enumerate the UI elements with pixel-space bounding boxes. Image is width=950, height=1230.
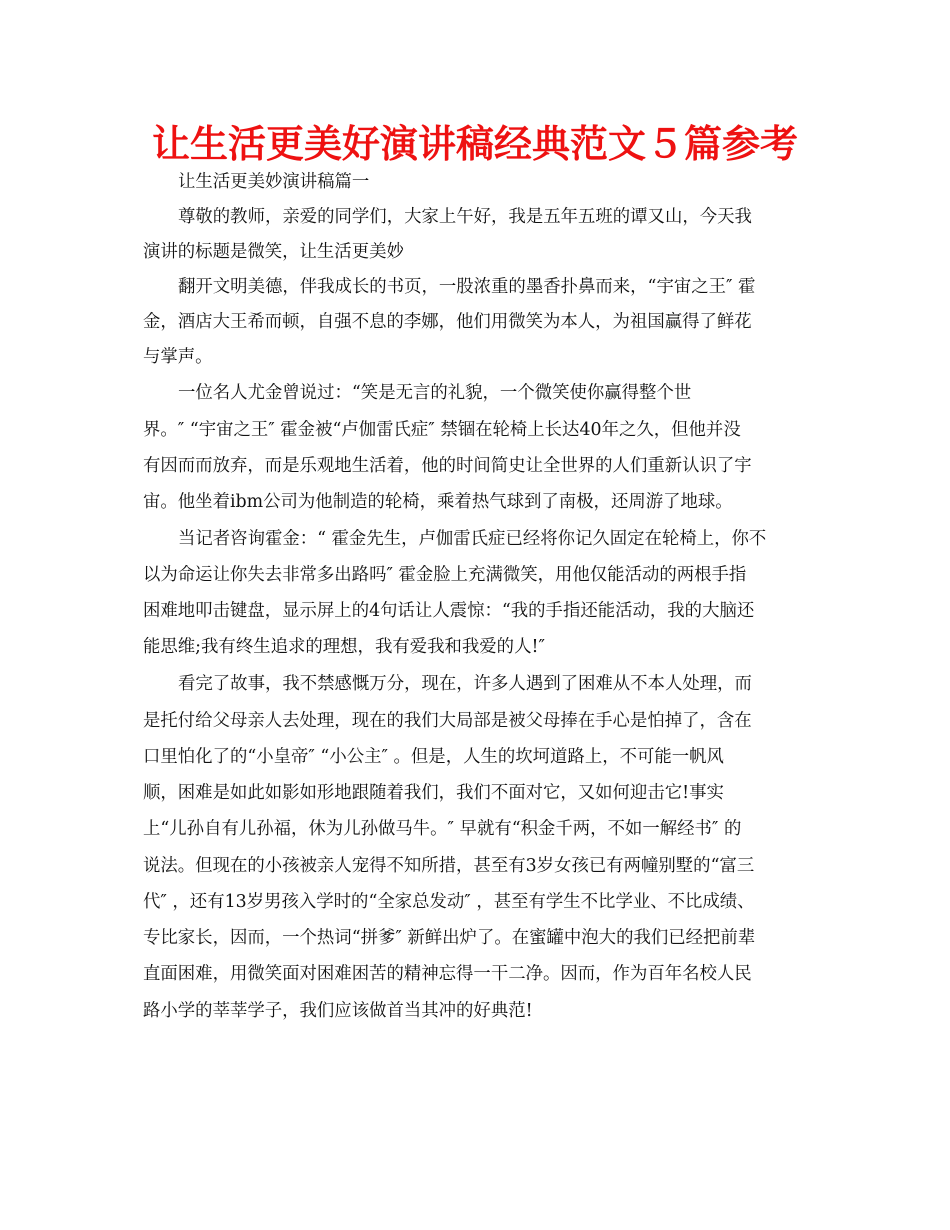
paragraph-line: 是托付给父母亲人去处理，现在的我们大局部是被父母捧在手心是怕掉了，含在 <box>143 711 752 731</box>
paragraph-line: 演讲的标题是微笑，让生活更美妙 <box>143 242 404 262</box>
section-heading: 让生活更美妙演讲稿篇一 <box>178 172 370 192</box>
paragraph-line: 尊敬的教师，亲爱的同学们，大家上午好，我是五年五班的谭又山，今天我 <box>178 207 752 227</box>
paragraph-line: 代″ ，还有13岁男孩入学时的“全家总发动″ ，甚至有学生不比学业、不比成绩、 <box>143 892 755 912</box>
paragraph-line: 上“儿孙自有儿孙福，休为儿孙做马牛。″ 早就有“积金千两，不如一解经书″ 的 <box>143 819 742 839</box>
paragraph-line: 金，酒店大王希而顿，自强不息的李娜，他们用微笑为本人，为祖国赢得了鲜花 <box>143 312 752 332</box>
paragraph-line: 能思维;我有终生追求的理想，我有爱我和我爱的人!″ <box>143 637 545 657</box>
paragraph-line: 说法。但现在的小孩被亲人宠得不知所措，甚至有3岁女孩已有两幢别墅的“富三 <box>143 856 755 876</box>
paragraph-line: 一位名人尤金曾说过：“笑是无言的礼貌，一个微笑使你赢得整个世 <box>178 383 692 403</box>
paragraph-line: 专比家长，因而，一个热词“拼爹″ 新鲜出炉了。在蜜罐中泡大的我们已经把前辈 <box>143 928 756 948</box>
paragraph-line: 路小学的莘莘学子，我们应该做首当其冲的好典范! <box>143 1001 533 1021</box>
paragraph-line: 有因而而放弃，而是乐观地生活着，他的时间简史让全世界的人们重新认识了宇 <box>143 456 752 476</box>
paragraph-line: 翻开文明美德，伴我成长的书页，一股浓重的墨香扑鼻而来，“宇宙之王″ 霍 <box>178 277 756 297</box>
paragraph-line: 顺，困难是如此如影如形地跟随着我们，我们不面对它，又如何迎击它!事实 <box>143 783 724 803</box>
paragraph-line: 界。″ “宇宙之王″ 霍金被“卢伽雷氏症″ 禁锢在轮椅上长达40年之久，但他并没 <box>143 420 741 440</box>
paragraph-line: 以为命运让你失去非常多出路吗″ 霍金脸上充满微笑，用他仅能活动的两根手指 <box>143 565 747 585</box>
paragraph-line: 直面困难，用微笑面对困难困苦的精神忘得一干二净。因而，作为百年名校人民 <box>143 964 752 984</box>
paragraph-line: 困难地叩击键盘，显示屏上的4句话让人震惊：“我的手指还能活动，我的大脑还 <box>143 601 755 621</box>
paragraph-line: 宙。他坐着ibm公司为他制造的轮椅，乘着热气球到了南极，还周游了地球。 <box>143 492 733 512</box>
paragraph-line: 与掌声。 <box>143 347 213 367</box>
paragraph-line: 口里怕化了的“小皇帝″ “小公主″ 。但是，人生的坎坷道路上，不可能一帆风 <box>143 747 724 767</box>
paragraph-line: 看完了故事，我不禁感慨万分，现在，许多人遇到了困难从不本人处理，而 <box>178 674 752 694</box>
paragraph-line: 当记者咨询霍金：“ 霍金先生，卢伽雷氏症已经将你记久固定在轮椅上，你不 <box>178 529 767 549</box>
document-title: 让生活更美好演讲稿经典范文５篇参考 <box>151 122 798 166</box>
